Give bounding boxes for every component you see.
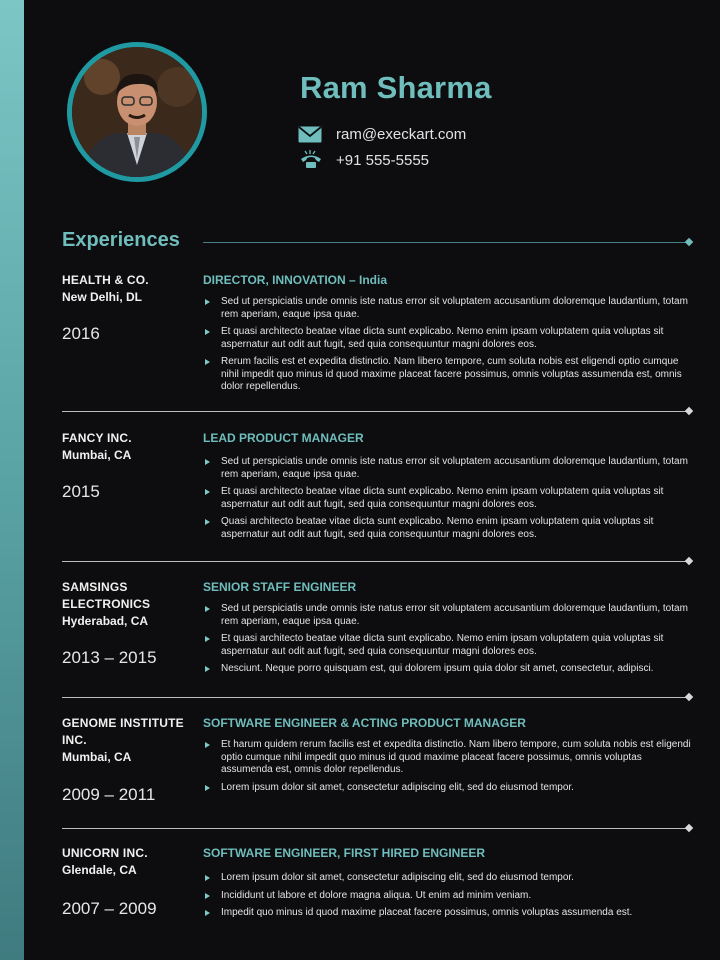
responsibility-item: Impedit quo minus id quod maxime placeat facere possimus, omnis voluptas assumenda est. xyxy=(203,907,693,920)
responsibility-item: Incididunt ut labore et dolore magna aliqua. Ut enim ad minim veniam. xyxy=(203,890,693,903)
candidate-name: Ram Sharma xyxy=(300,70,492,105)
entry-separator xyxy=(62,561,688,562)
company-name-line-2: INC. xyxy=(62,733,87,747)
responsibility-item: Et quasi architecto beatae vitae dicta sunt explicabo. Nemo enim ipsam voluptatem quia voluptas sit aspernatur aut odit aut fugit, sed quia consequuntur magni dolores eos. xyxy=(203,326,693,351)
company-name: UNICORN INC. xyxy=(62,846,148,860)
entry-separator xyxy=(62,828,688,829)
experience-years: 2016 xyxy=(62,324,100,343)
experience-years: 2013 – 2015 xyxy=(62,648,157,667)
rule-end-diamond xyxy=(685,238,693,246)
experience-years: 2015 xyxy=(62,482,100,501)
job-title: LEAD PRODUCT MANAGER xyxy=(203,431,364,445)
responsibility-list xyxy=(203,456,693,541)
responsibility-list xyxy=(203,296,693,394)
email-row xyxy=(298,124,466,144)
company-location: Mumbai, CA xyxy=(62,750,132,764)
telephone-icon xyxy=(298,150,326,170)
phone-text[interactable]: +91 555-5555 xyxy=(336,151,430,169)
experience-meta xyxy=(62,715,192,804)
entry-separator xyxy=(62,697,688,698)
responsibility-item: Nesciunt. Neque porro quisquam est, qui dolorem ipsum quia dolor sit amet, consectetur, adipisci. xyxy=(203,663,693,676)
experience-meta xyxy=(62,272,192,343)
experience-entry xyxy=(62,845,692,950)
company-location: Glendale, CA xyxy=(62,863,137,877)
experience-meta xyxy=(62,845,192,918)
responsibility-list xyxy=(203,603,693,676)
experience-meta xyxy=(62,579,192,667)
experience-details xyxy=(203,845,693,925)
job-title: DIRECTOR, INNOVATION – India xyxy=(203,273,388,287)
entry-separator xyxy=(62,411,688,412)
job-title: SOFTWARE ENGINEER & ACTING PRODUCT MANAGER xyxy=(203,716,526,730)
separator-diamond xyxy=(685,693,693,701)
responsibility-item: Et harum quidem rerum facilis est et expedita distinctio. Nam libero tempore, cum soluta nobis est eligendi optio cumque nihil impedit quo minus id quod maxime placeat facere possimus, omnis voluptas assumenda est, omnis dolor repellendus. xyxy=(203,739,693,777)
experience-entry xyxy=(62,715,692,820)
responsibility-item: Sed ut perspiciatis unde omnis iste natus error sit voluptatem accusantium doloremque laudantium, totam rem aperiam, eaque ipsa quae. xyxy=(203,296,693,321)
responsibility-item: Sed ut perspiciatis unde omnis iste natus error sit voluptatem accusantium doloremque laudantium, totam rem aperiam, eaque ipsa quae. xyxy=(203,603,693,628)
experience-entry xyxy=(62,430,692,555)
company-name: GENOME INSTITUTE xyxy=(62,716,184,730)
separator-diamond xyxy=(685,824,693,832)
phone-row xyxy=(298,150,429,170)
experience-details xyxy=(203,430,693,546)
responsibility-list xyxy=(203,739,693,794)
responsibility-item: Lorem ipsum dolor sit amet, consectetur adipiscing elit, sed do eiusmod tempor. xyxy=(203,872,693,885)
experience-years: 2007 – 2009 xyxy=(62,899,157,918)
company-name: SAMSINGS xyxy=(62,580,128,594)
responsibility-item: Quasi architecto beatae vitae dicta sunt explicabo. Nemo enim ipsam voluptatem quia voluptas sit aspernatur aut odit aut fugit, sed quia consequuntur magni dolores eos. xyxy=(203,516,693,541)
job-title: SENIOR STAFF ENGINEER xyxy=(203,580,357,594)
company-name: HEALTH & CO. xyxy=(62,273,149,287)
experience-entry xyxy=(62,272,692,402)
company-location: New Delhi, DL xyxy=(62,290,143,304)
job-title: SOFTWARE ENGINEER, FIRST HIRED ENGINEER xyxy=(203,846,486,860)
experience-details xyxy=(203,272,693,399)
experience-entry xyxy=(62,579,692,689)
experience-meta xyxy=(62,430,192,501)
section-title-rule xyxy=(203,242,687,243)
responsibility-item: Et quasi architecto beatae vitae dicta sunt explicabo. Nemo enim ipsam voluptatem quia voluptas sit aspernatur aut odit aut fugit, sed quia consequuntur magni dolores eos. xyxy=(203,633,693,658)
profile-photo xyxy=(67,42,207,182)
responsibility-item: Et quasi architecto beatae vitae dicta sunt explicabo. Nemo enim ipsam voluptatem quia voluptas sit aspernatur aut odit aut fugit, sed quia consequuntur magni dolores eos. xyxy=(203,486,693,511)
profile-photo-illustration xyxy=(72,47,202,177)
responsibility-item: Rerum facilis est et expedita distinctio. Nam libero tempore, cum soluta nobis est eligendi optio cumque nihil impedit quo minus id quod maxime placeat facere possimus, omnis voluptas assumenda est, omnis dolor repellendus. xyxy=(203,356,693,394)
company-name-line-2: ELECTRONICS xyxy=(62,597,151,611)
section-title-experiences: Experiences xyxy=(62,229,180,251)
company-name: FANCY INC. xyxy=(62,431,132,445)
experience-details xyxy=(203,715,693,799)
responsibility-list xyxy=(203,872,693,920)
separator-diamond xyxy=(685,407,693,415)
experience-years: 2009 – 2011 xyxy=(62,785,156,804)
company-location: Mumbai, CA xyxy=(62,448,132,462)
email-text[interactable]: ram@execkart.com xyxy=(336,125,467,143)
company-location: Hyderabad, CA xyxy=(62,614,149,628)
side-accent-stripe xyxy=(0,0,24,960)
envelope-icon xyxy=(298,124,326,144)
experience-details xyxy=(203,579,693,681)
responsibility-item: Sed ut perspiciatis unde omnis iste natus error sit voluptatem accusantium doloremque laudantium, totam rem aperiam, eaque ipsa quae. xyxy=(203,456,693,481)
responsibility-item: Lorem ipsum dolor sit amet, consectetur adipiscing elit, sed do eiusmod tempor. xyxy=(203,782,693,795)
separator-diamond xyxy=(685,557,693,565)
